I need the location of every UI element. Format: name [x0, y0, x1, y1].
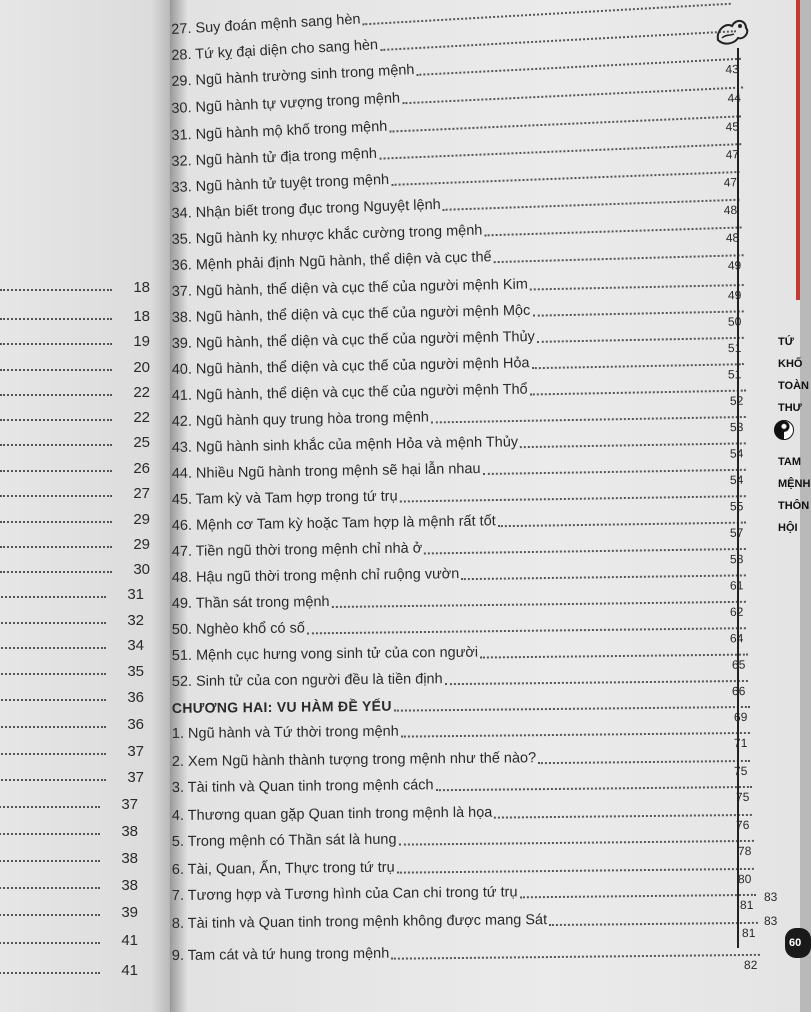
leader-dots	[0, 369, 112, 371]
side-title-word: TAM	[778, 456, 802, 468]
dragon-icon	[712, 12, 752, 48]
toc-page-number: 53	[729, 420, 744, 435]
leader-dots	[0, 622, 106, 624]
toc-entry-title: 39. Ngũ hành, thể diện và cục thế của người mệnh Thủy	[171, 328, 536, 353]
left-page-number: 41	[121, 962, 138, 979]
left-page-number: 38	[121, 823, 138, 840]
toc-page-number: 54	[729, 446, 744, 461]
toc-entry-title: 8. Tài tinh và Quan tinh trong mệnh không được mang Sát	[171, 912, 548, 933]
toc-page-number: 57	[729, 525, 744, 540]
toc-page-number: 58	[729, 552, 744, 567]
toc-entry	[171, 798, 750, 833]
left-page-number: 37	[127, 743, 144, 760]
left-toc-line	[0, 847, 138, 867]
toc-entry-title: 40. Ngũ hành, thể diện và cục thế của người mệnh Hỏa	[171, 355, 530, 379]
leader-dots	[0, 343, 112, 345]
toc-page-number: 64	[729, 631, 744, 646]
left-page-number: 29	[133, 511, 150, 528]
leader-dots	[0, 289, 112, 291]
leader-dots	[0, 647, 106, 649]
left-toc-line	[0, 901, 138, 921]
leader-dots	[0, 914, 100, 916]
leader-dots	[0, 521, 112, 523]
leader-dots	[0, 942, 100, 944]
toc-page-number: 61	[729, 578, 744, 593]
toc-page-number: 71	[733, 735, 748, 751]
left-toc-line	[0, 740, 144, 760]
left-page-number: 38	[121, 877, 138, 894]
leader-dots	[0, 673, 106, 675]
side-title-word: THÔN	[778, 500, 810, 512]
toc-page-number: 49	[727, 258, 742, 273]
side-title-word: TOÀN	[778, 380, 809, 392]
left-toc-line	[0, 381, 150, 401]
page-frame-border	[737, 48, 749, 948]
toc-page-number: 78	[737, 843, 752, 859]
toc-page-number: 76	[735, 817, 750, 833]
left-toc-line	[0, 686, 144, 706]
leader-dots	[520, 442, 746, 448]
toc-page-number: 43	[725, 61, 740, 77]
toc-entry-title: 47. Tiền ngũ thời trong mệnh chỉ nhà ở	[171, 540, 423, 561]
toc-page-number: 45	[725, 119, 740, 135]
leader-dots	[461, 574, 746, 580]
toc-entry-title: 45. Tam kỳ và Tam hợp trong tứ trụ	[171, 488, 398, 509]
toc-entry-title: 42. Ngũ hành quy trung hòa trong mệnh	[171, 409, 430, 431]
left-page-number: 41	[121, 932, 138, 949]
toc-page-number: 44	[727, 90, 742, 106]
left-page-number: 25	[133, 434, 150, 451]
toc-entry-title: 52. Sinh tử của con người đều là tiền định	[171, 671, 443, 691]
leader-dots	[530, 284, 744, 290]
left-toc-line	[0, 820, 138, 840]
leader-dots	[394, 706, 750, 712]
leader-dots	[431, 416, 746, 423]
left-page-number: 31	[127, 586, 144, 603]
toc-page-number: 62	[729, 604, 744, 619]
leader-dots	[397, 868, 754, 874]
yin-yang-icon	[774, 420, 794, 440]
toc-entry-title: 51. Mệnh cục hưng vong sinh tử của con người	[171, 644, 479, 665]
toc-entry-title: 46. Mệnh cơ Tam kỳ hoặc Tam hợp là mệnh rất tốt	[171, 513, 496, 535]
left-page-number: 37	[127, 769, 144, 786]
side-title-word: THƯ	[778, 402, 802, 414]
left-page-number: 22	[133, 384, 150, 401]
leader-dots	[520, 894, 756, 898]
toc-entry-title: 35. Ngũ hành kỵ nhược khắc cường trong mệnh	[171, 222, 483, 249]
leader-dots	[0, 753, 106, 755]
toc-page-number: 48	[723, 202, 738, 218]
toc-entry-title: 9. Tam cát và tứ hung trong mệnh	[171, 945, 390, 965]
left-toc-line	[0, 713, 144, 733]
leader-dots	[400, 495, 746, 502]
toc-page-number: 83	[764, 890, 778, 904]
leader-dots	[0, 546, 112, 548]
toc-page-number: 81	[739, 897, 754, 913]
leader-dots	[485, 226, 742, 236]
toc-entry-title: 4. Thương quan gặp Quan tinh trong mệnh là họa	[171, 804, 493, 825]
toc-entry-title: 37. Ngũ hành, thể diện và cục thế của người mệnh Kim	[171, 276, 528, 301]
leader-dots	[401, 732, 750, 738]
table-of-contents	[172, 0, 772, 1012]
left-page-number: 27	[133, 485, 150, 502]
leader-dots	[538, 760, 750, 764]
toc-page-number: 47	[723, 175, 738, 190]
left-page-number: 20	[133, 359, 150, 376]
toc-page-number: 47	[725, 147, 740, 162]
left-toc-line	[0, 457, 150, 477]
toc-page-number: 54	[729, 472, 744, 488]
left-toc-line	[0, 766, 144, 786]
toc-entry-title: 29. Ngũ hành trường sinh trong mệnh	[171, 61, 415, 91]
toc-page-number: 82	[743, 957, 758, 973]
leader-dots	[0, 860, 100, 862]
left-page-number: 26	[133, 460, 150, 477]
leader-dots	[0, 318, 112, 320]
side-title-word: TỨ	[778, 336, 794, 348]
left-page	[0, 0, 178, 1012]
left-page-number: 29	[133, 536, 150, 553]
toc-entry-title: 6. Tài, Quan, Ấn, Thực trong tứ trụ	[171, 859, 395, 879]
left-toc-line	[0, 276, 150, 296]
toc-page-number: 75	[733, 763, 748, 779]
left-page-number: 22	[133, 409, 150, 426]
leader-dots	[530, 390, 746, 396]
toc-entry-title: 50. Nghèo khổ có số	[171, 620, 305, 639]
left-page-number: 39	[121, 904, 138, 921]
left-page-number: 18	[133, 279, 150, 296]
leader-dots	[307, 627, 746, 634]
toc-entry-title: 38. Ngũ hành, thể diện và cục thế của người mệnh Mộc	[171, 302, 531, 327]
toc-entry-title: CHƯƠNG HAI: VU HÀM ĐỀ YẾU	[171, 697, 392, 717]
leader-dots	[445, 680, 748, 685]
left-page-number: 19	[133, 333, 150, 350]
left-toc-line	[0, 482, 150, 502]
leader-dots	[332, 601, 746, 608]
toc-entry-title: 36. Mệnh phải định Ngũ hành, thể diện và cục thế	[171, 249, 492, 275]
toc-entry-title: 33. Ngũ hành tử tuyệt trong mệnh	[171, 171, 390, 197]
left-toc-line	[0, 406, 150, 426]
toc-entry	[171, 744, 748, 779]
leader-dots	[436, 786, 752, 791]
leader-dots	[0, 806, 100, 808]
toc-page-number: 50	[727, 314, 742, 329]
left-page-number: 35	[127, 663, 144, 680]
left-toc-line	[0, 609, 144, 629]
toc-entry-title: 1. Ngũ hành và Tứ thời trong mệnh	[171, 723, 399, 743]
leader-dots	[0, 972, 100, 974]
leader-dots	[0, 419, 112, 421]
leader-dots	[537, 337, 744, 343]
toc-entry-title: 32. Ngũ hành tử địa trong mệnh	[171, 145, 378, 171]
left-page-number: 34	[127, 637, 144, 654]
leader-dots	[483, 469, 746, 475]
left-toc-line	[0, 330, 150, 350]
toc-entry-title: 7. Tương hợp và Tương hình của Can chi trong tứ trụ	[171, 884, 518, 905]
toc-page-number: 66	[731, 683, 746, 699]
leader-dots	[0, 571, 112, 573]
left-toc-line	[0, 660, 144, 680]
toc-entry-title: 48. Hậu ngũ thời trong mệnh chỉ ruộng vườn	[171, 566, 460, 587]
toc-page-number: 49	[727, 288, 742, 303]
leader-dots	[0, 444, 112, 446]
left-page-number: 38	[121, 850, 138, 867]
leader-dots	[498, 522, 746, 528]
leader-dots	[0, 394, 112, 396]
left-toc-line	[0, 533, 150, 553]
toc-page-number: 83	[764, 914, 778, 928]
cover-edge	[796, 0, 800, 300]
toc-entry	[171, 852, 752, 887]
leader-dots	[0, 779, 106, 781]
toc-entry-title: 30. Ngũ hành tự vượng trong mệnh	[171, 90, 401, 118]
toc-page-number: 51	[727, 340, 742, 356]
left-toc-line	[0, 508, 150, 528]
left-page-number: 36	[127, 689, 144, 706]
left-page-number: 30	[133, 561, 150, 578]
leader-dots	[0, 470, 112, 472]
toc-page-number: 81	[741, 925, 756, 941]
toc-page-number: 52	[729, 393, 744, 408]
toc-entry-title: 27. Suy đoán mệnh sang hèn	[170, 11, 361, 39]
left-toc-line	[0, 431, 150, 451]
toc-entry-title: 31. Ngũ hành mộ khố trong mệnh	[171, 118, 388, 145]
side-title-word: KHỐ	[778, 358, 803, 370]
left-toc-line	[0, 305, 150, 325]
toc-page-number: 69	[733, 709, 748, 725]
leader-dots	[0, 887, 100, 889]
leader-dots	[399, 840, 754, 846]
toc-entry-title: 3. Tài tinh và Quan tinh trong mệnh cách	[171, 777, 434, 797]
page-number-badge: 60	[785, 928, 811, 958]
leader-dots	[532, 363, 744, 369]
leader-dots	[0, 699, 106, 701]
side-title-word: HỘI	[778, 522, 798, 534]
left-toc-line	[0, 959, 138, 979]
toc-page-number: 80	[737, 871, 752, 887]
leader-dots	[0, 726, 106, 728]
leader-dots	[480, 654, 748, 659]
toc-page-number: 65	[731, 657, 746, 672]
leader-dots	[424, 548, 746, 554]
leader-dots	[0, 596, 106, 598]
leader-dots	[494, 814, 752, 819]
left-page-number: 37	[121, 796, 138, 813]
left-page-number: 36	[127, 716, 144, 733]
left-toc-line	[0, 558, 150, 578]
leader-dots	[494, 254, 744, 263]
toc-entry-title: 28. Tứ kỵ đại diện cho sang hèn	[170, 37, 379, 65]
leader-dots	[443, 199, 740, 211]
leader-dots	[533, 310, 744, 316]
toc-page-number: 51	[727, 367, 742, 382]
leader-dots	[0, 833, 100, 835]
toc-entry-title: 49. Thần sát trong mệnh	[171, 594, 330, 613]
toc-entry	[171, 906, 756, 941]
left-toc-line	[0, 929, 138, 949]
leader-dots	[391, 954, 760, 960]
toc-page-number: 75	[735, 789, 750, 805]
toc-entry-title: 2. Xem Ngũ hành thành tượng trong mệnh như thế nào?	[171, 750, 537, 771]
toc-page-number: 48	[725, 230, 740, 245]
leader-dots	[0, 495, 112, 497]
left-toc-line	[0, 634, 144, 654]
left-toc-line	[0, 793, 138, 813]
toc-entry-title: 43. Ngũ hành sinh khắc của mệnh Hỏa và mệnh Thủy	[171, 434, 519, 457]
toc-entry-title: 34. Nhận biết trong đục trong Nguyệt lệnh	[171, 196, 441, 223]
toc-entry-title: 44. Nhiều Ngũ hành trong mệnh sẽ hại lẫn nhau	[171, 461, 481, 483]
left-toc-line	[0, 356, 150, 376]
toc-page-number: 55	[729, 499, 744, 514]
left-toc-line	[0, 583, 144, 603]
left-page-number: 18	[133, 308, 150, 325]
side-title-word: MỆNH	[778, 478, 811, 490]
toc-entry-title: 41. Ngũ hành, thể diện và cục thế của người mệnh Thổ	[171, 381, 528, 405]
left-page-number: 32	[127, 612, 144, 629]
toc-entry	[171, 938, 758, 973]
left-toc-line	[0, 874, 138, 894]
toc-entry	[171, 770, 750, 805]
toc-entry-title: 5. Trong mệnh có Thần sát là hung	[171, 831, 397, 851]
leader-dots	[549, 922, 758, 926]
